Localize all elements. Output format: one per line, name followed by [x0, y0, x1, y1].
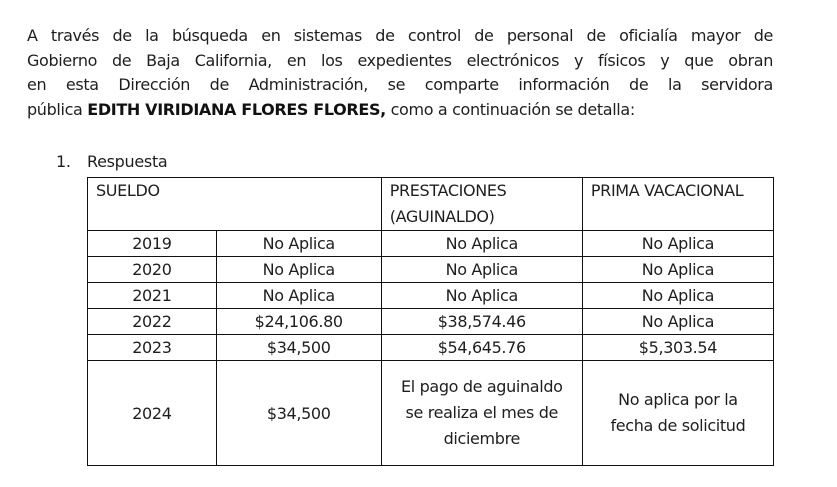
intro-line-3: en esta Dirección de Administración, se comparte información de la servidora: [27, 75, 773, 94]
cell-aguinaldo: $54,645.76: [381, 335, 582, 361]
cell-sueldo: $34,500: [216, 361, 381, 466]
header-prima-vacacional: PRIMA VACACIONAL: [582, 178, 773, 231]
cell-prima: $5,303.54: [582, 335, 773, 361]
cell-prima: No Aplica: [582, 309, 773, 335]
cell-aguinaldo: El pago de aguinaldo se realiza el mes de diciembre: [381, 361, 582, 466]
table-row: [88, 231, 774, 257]
cell-year: 2023: [88, 335, 217, 361]
list-number: 1.: [56, 152, 71, 171]
intro-line-2: Gobierno de Baja California, en los expedientes electrónicos y físicos y que obran: [27, 50, 773, 70]
cell-year: 2024: [88, 361, 217, 466]
table-row: [88, 361, 774, 466]
servant-name: EDITH VIRIDIANA FLORES FLORES,: [87, 99, 386, 119]
cell-year: 2019: [88, 231, 217, 257]
cell-aguinaldo: No Aplica: [381, 231, 582, 257]
cell-sueldo: $34,500: [216, 335, 381, 361]
header-prestaciones: PRESTACIONES (AGUINALDO): [381, 178, 582, 231]
response-table: [87, 177, 774, 466]
cell-prima: No aplica por la fecha de solicitud: [582, 361, 773, 466]
cell-year: 2020: [88, 257, 217, 283]
table-row: [88, 335, 774, 361]
cell-year: 2022: [88, 309, 217, 335]
cell-prima: No Aplica: [582, 283, 773, 309]
cell-aguinaldo: $38,574.46: [381, 309, 582, 335]
list-label: Respuesta: [87, 152, 168, 171]
intro-line-4-prefix: pública: [27, 99, 88, 119]
cell-sueldo: No Aplica: [216, 231, 381, 257]
cell-prima: No Aplica: [582, 231, 773, 257]
table-header-row: [88, 178, 774, 231]
intro-line-1: A través de la búsqueda en sistemas de control de personal de oficialía mayor de: [27, 26, 773, 45]
table-row: [88, 257, 774, 283]
cell-year: 2021: [88, 283, 217, 309]
cell-aguinaldo: No Aplica: [381, 257, 582, 283]
header-sueldo: SUELDO: [88, 178, 382, 231]
intro-paragraph: [27, 24, 773, 122]
cell-aguinaldo: No Aplica: [381, 283, 582, 309]
cell-sueldo: No Aplica: [216, 257, 381, 283]
intro-line-4: [27, 98, 773, 123]
cell-sueldo: $24,106.80: [216, 309, 381, 335]
table-row: [88, 283, 774, 309]
cell-sueldo: No Aplica: [216, 283, 381, 309]
table-row: [88, 309, 774, 335]
intro-line-4-suffix: como a continuación se detalla:: [385, 99, 635, 119]
cell-prima: No Aplica: [582, 257, 773, 283]
